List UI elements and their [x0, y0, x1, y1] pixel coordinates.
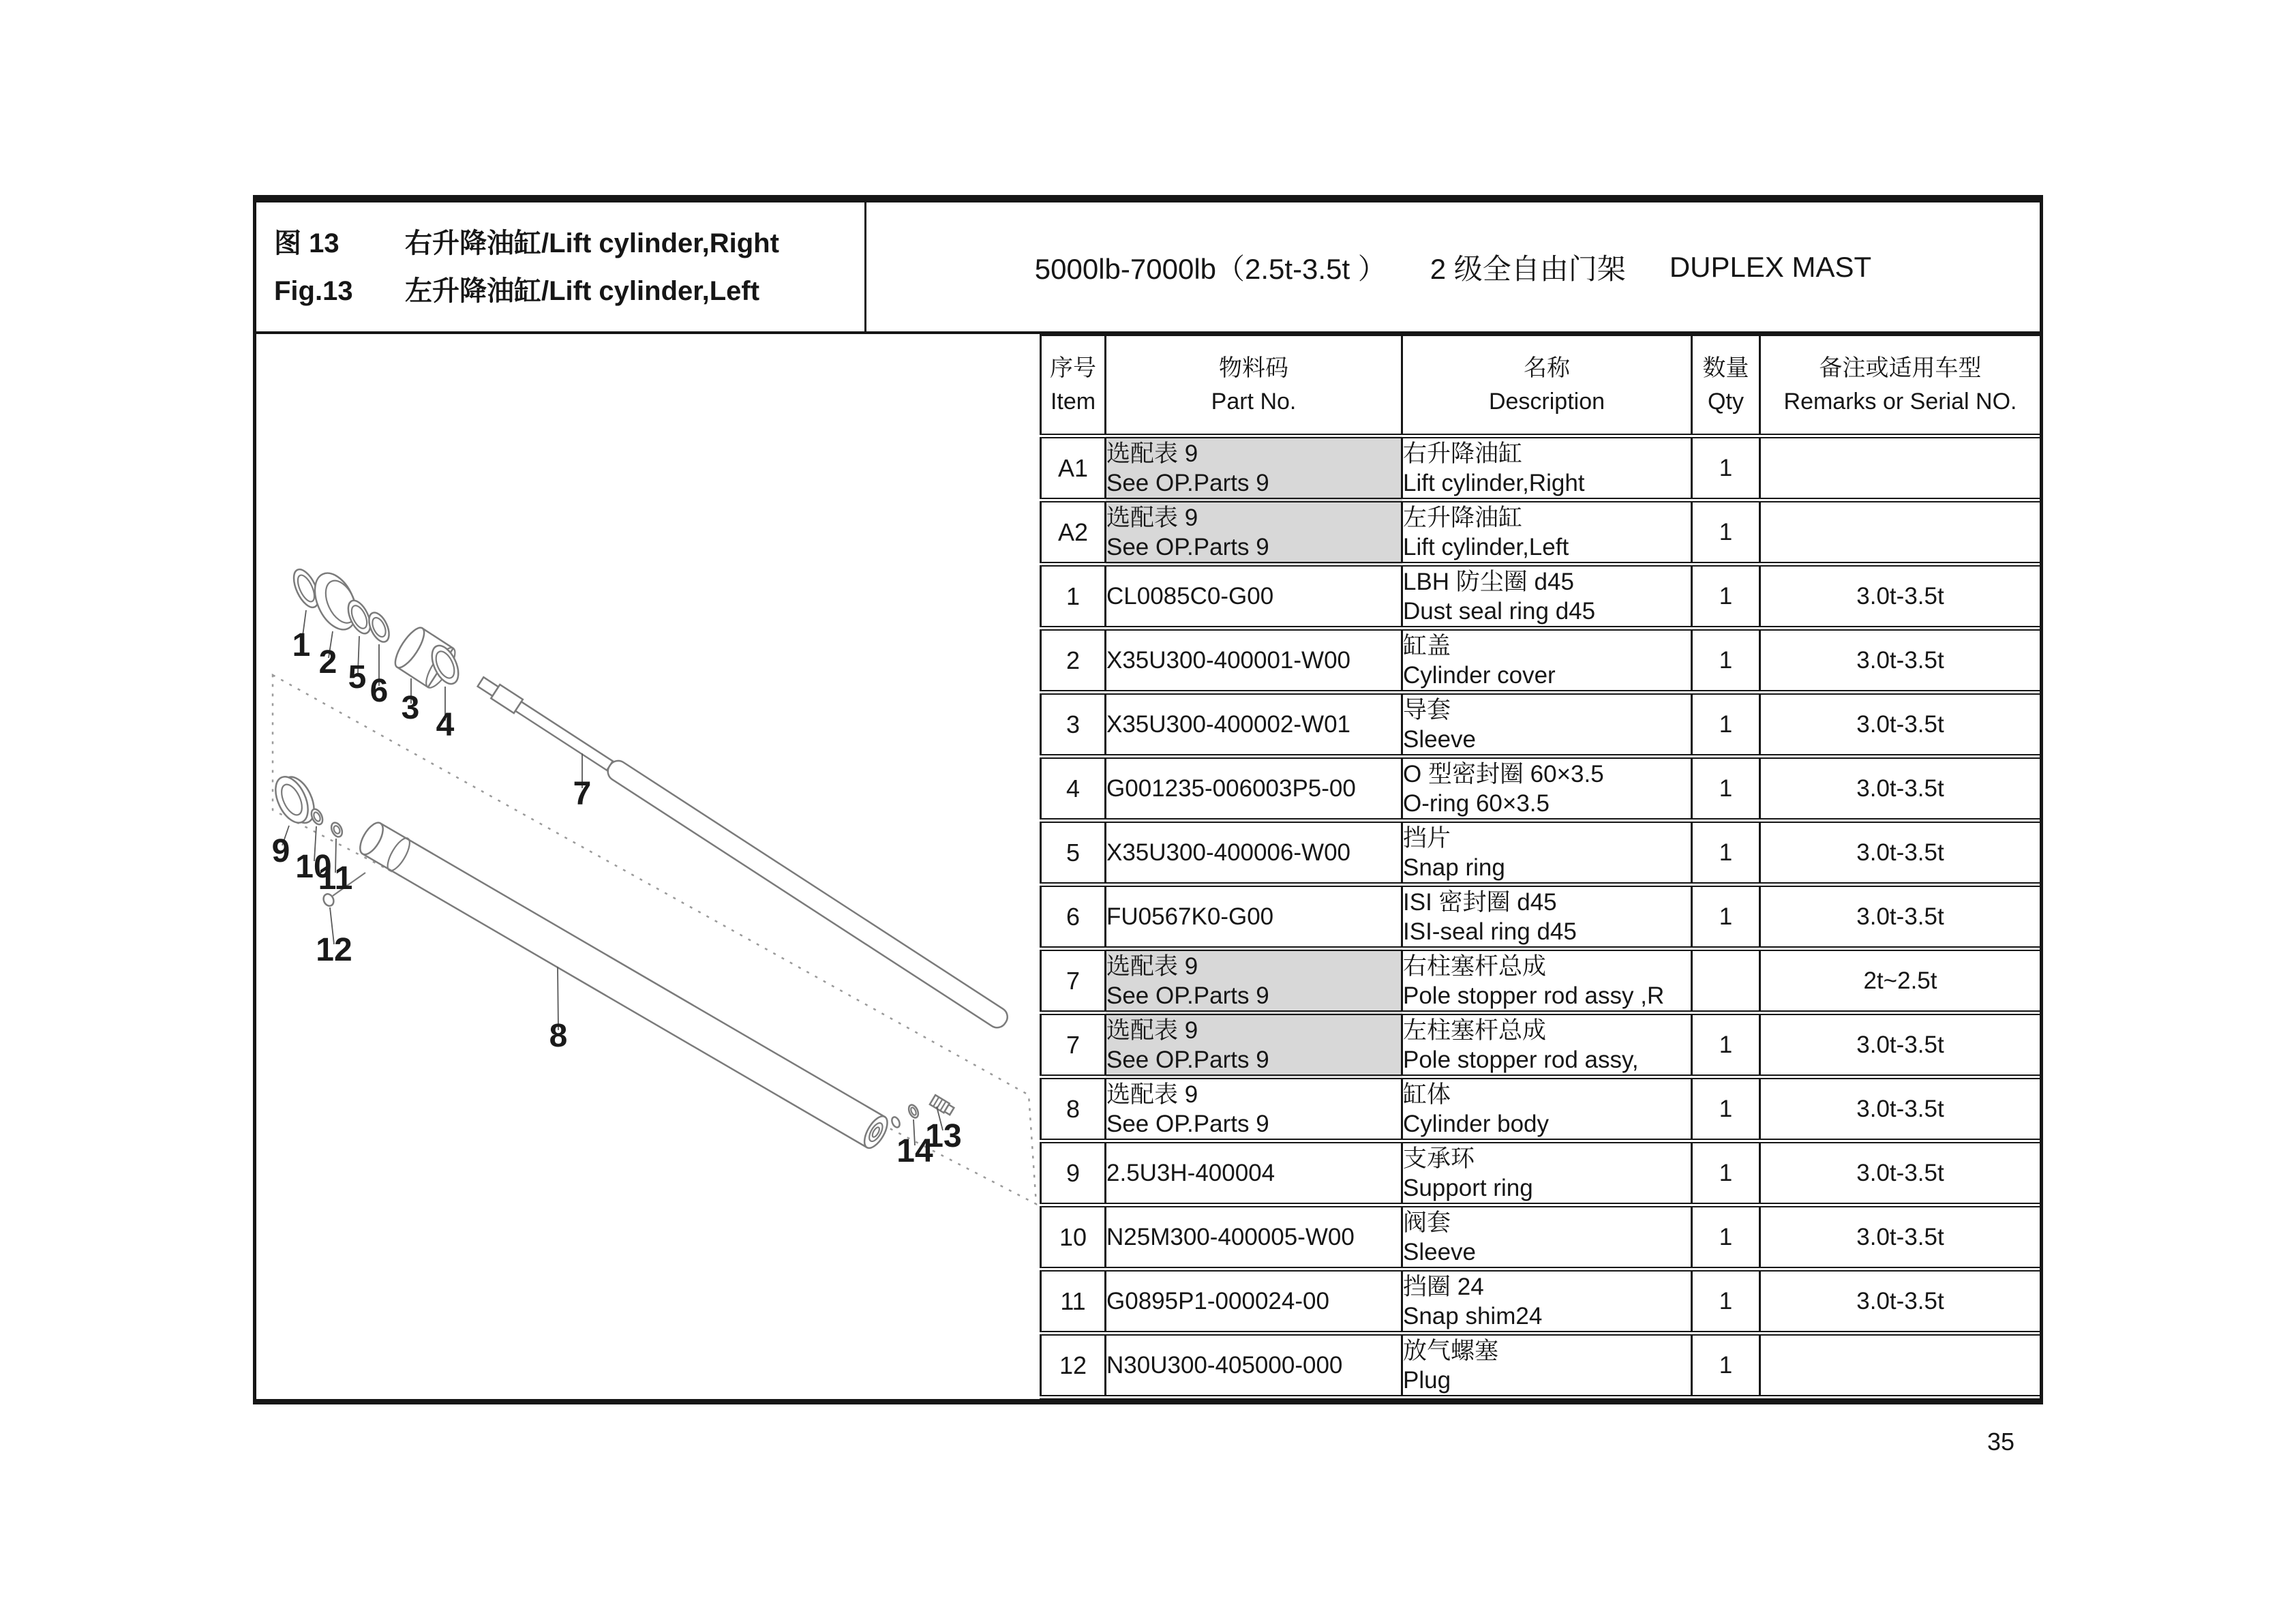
part-label-5: 5	[348, 659, 367, 695]
cell-qty: 1	[1692, 1077, 1760, 1141]
col-qty-cn: 数量	[1702, 355, 1749, 381]
cell-part-no: 选配表 9 See OP.Parts 9	[1106, 949, 1402, 1013]
col-description	[1402, 335, 1692, 436]
cell-description: 放气螺塞 Plug	[1402, 1334, 1692, 1398]
caption-line-1	[274, 222, 864, 265]
part-label-14: 14	[896, 1133, 933, 1169]
table-row	[1041, 1205, 2040, 1269]
table-row	[1041, 1334, 2040, 1398]
cell-description: 左升降油缸 Lift cylinder,Left	[1402, 500, 1692, 565]
part-14-ring-small	[890, 1103, 920, 1128]
cell-description: 挡片 Snap ring	[1402, 821, 1692, 885]
cell-item: 8	[1041, 1077, 1106, 1141]
cell-item: A2	[1041, 500, 1106, 565]
parts-table-body	[1041, 436, 2040, 1398]
exploded-diagram	[256, 334, 1040, 1399]
part-7-piston-rod	[475, 673, 1011, 1031]
cell-qty: 1	[1692, 1269, 1760, 1334]
col-item	[1041, 335, 1106, 436]
cell-qty: 1	[1692, 565, 1760, 629]
cell-qty: 1	[1692, 1205, 1760, 1269]
cell-item: 2	[1041, 629, 1106, 693]
table-row	[1041, 1269, 2040, 1334]
subtitle-mast-cn: 2 级全自由门架	[1430, 252, 1626, 285]
cell-item: 5	[1041, 821, 1106, 885]
cell-remark: 3.0t-3.5t	[1760, 885, 2040, 949]
cell-part-no: FU0567K0-G00	[1106, 885, 1402, 949]
cell-description: 缸体 Cylinder body	[1402, 1077, 1692, 1141]
subtitle-capacity: 5000lb-7000lb（2.5t-3.5t ）	[1034, 252, 1387, 285]
cell-qty: 1	[1692, 885, 1760, 949]
part-label-13: 13	[925, 1118, 962, 1154]
cell-part-no: X35U300-400001-W00	[1106, 629, 1402, 693]
cell-part-no: N25M300-400005-W00	[1106, 1205, 1402, 1269]
part-label-9: 9	[271, 833, 290, 869]
cell-part-no: G0895P1-000024-00	[1106, 1269, 1402, 1334]
part-13-plug-small	[930, 1095, 955, 1116]
cell-remark	[1760, 436, 2040, 500]
cell-description: 左柱塞杆总成 Pole stopper rod assy,	[1402, 1013, 1692, 1077]
part-10-sleeve	[309, 807, 325, 826]
cell-item: A1	[1041, 436, 1106, 500]
cell-qty: 1	[1692, 436, 1760, 500]
part-label-12: 12	[316, 932, 352, 968]
cell-qty: 1	[1692, 1013, 1760, 1077]
table-row	[1041, 1077, 2040, 1141]
table-row	[1041, 629, 2040, 693]
cell-item: 10	[1041, 1205, 1106, 1269]
col-qty-en: Qty	[1708, 388, 1744, 415]
part-label-4: 4	[436, 707, 455, 743]
caption-line-2	[274, 270, 864, 312]
table-row	[1041, 1141, 2040, 1205]
cell-item: 4	[1041, 757, 1106, 821]
table-row	[1041, 1013, 2040, 1077]
part-11-snap-shim	[329, 821, 344, 839]
cell-part-no: X35U300-400006-W00	[1106, 821, 1402, 885]
cell-part-no: 2.5U3H-400004	[1106, 1141, 1402, 1205]
cell-qty: 1	[1692, 1334, 1760, 1398]
table-row	[1041, 565, 2040, 629]
col-remarks-en: Remarks or Serial NO.	[1783, 388, 2017, 415]
cell-description: LBH 防尘圈 d45 Dust seal ring d45	[1402, 565, 1692, 629]
cell-qty: 1	[1692, 821, 1760, 885]
cell-part-no: CL0085C0-G00	[1106, 565, 1402, 629]
parts-table	[1040, 334, 2040, 1399]
part-label-2: 2	[318, 644, 337, 680]
part-label-3: 3	[401, 690, 420, 726]
col-part-no-cn: 物料码	[1219, 355, 1288, 381]
cell-remark: 3.0t-3.5t	[1760, 821, 2040, 885]
page-frame	[253, 195, 2043, 1404]
cell-remark: 3.0t-3.5t	[1760, 1205, 2040, 1269]
cell-description: ISI 密封圈 d45 ISI-seal ring d45	[1402, 885, 1692, 949]
cell-qty: 1	[1692, 629, 1760, 693]
part-label-1: 1	[292, 627, 311, 663]
cell-item: 1	[1041, 565, 1106, 629]
model-subtitle	[866, 202, 2040, 331]
table-row	[1041, 821, 2040, 885]
cell-remark: 3.0t-3.5t	[1760, 565, 2040, 629]
figure-title-right: 右升降油缸/Lift cylinder,Right	[405, 228, 779, 258]
cell-part-no: X35U300-400002-W01	[1106, 693, 1402, 757]
part-label-8: 8	[549, 1018, 568, 1054]
parts-table-header	[1041, 335, 2040, 436]
header	[256, 202, 2040, 334]
col-item-cn: 序号	[1050, 355, 1096, 381]
table-row	[1041, 885, 2040, 949]
part-label-11: 11	[318, 860, 353, 897]
cell-remark: 3.0t-3.5t	[1760, 1077, 2040, 1141]
cell-remark: 3.0t-3.5t	[1760, 693, 2040, 757]
cell-qty: 1	[1692, 500, 1760, 565]
cell-part-no: 选配表 9 See OP.Parts 9	[1106, 436, 1402, 500]
figure-caption	[256, 202, 866, 331]
cell-qty	[1692, 949, 1760, 1013]
page-number: 35	[1987, 1428, 2015, 1456]
cell-remark: 2t~2.5t	[1760, 949, 2040, 1013]
mast-outline-dashed	[273, 675, 1036, 1204]
part-label-6: 6	[369, 673, 389, 709]
cell-item: 3	[1041, 693, 1106, 757]
cell-remark: 3.0t-3.5t	[1760, 1013, 2040, 1077]
cell-item: 11	[1041, 1269, 1106, 1334]
cell-description: 右柱塞杆总成 Pole stopper rod assy ,R	[1402, 949, 1692, 1013]
col-remarks	[1760, 335, 2040, 436]
cell-description: 阀套 Sleeve	[1402, 1205, 1692, 1269]
part-8-cylinder-body	[355, 819, 892, 1152]
cell-description: 导套 Sleeve	[1402, 693, 1692, 757]
cell-part-no: 选配表 9 See OP.Parts 9	[1106, 1077, 1402, 1141]
content-area	[256, 334, 2040, 1399]
table-row	[1041, 949, 2040, 1013]
cell-part-no: N30U300-405000-000	[1106, 1334, 1402, 1398]
cell-description: 支承环 Support ring	[1402, 1141, 1692, 1205]
part-label-10: 10	[295, 849, 332, 885]
cell-remark: 3.0t-3.5t	[1760, 1269, 2040, 1334]
table-row	[1041, 436, 2040, 500]
cell-remark: 3.0t-3.5t	[1760, 1141, 2040, 1205]
col-part-no	[1106, 335, 1402, 436]
figure-title-left: 左升降油缸/Lift cylinder,Left	[405, 275, 760, 306]
cell-remark: 3.0t-3.5t	[1760, 629, 2040, 693]
cell-item: 7	[1041, 1013, 1106, 1077]
col-description-cn: 名称	[1524, 355, 1570, 381]
cell-description: O 型密封圈 60×3.5 O-ring 60×3.5	[1402, 757, 1692, 821]
col-remarks-cn: 备注或适用车型	[1819, 355, 1982, 381]
table-row	[1041, 757, 2040, 821]
cell-part-no: 选配表 9 See OP.Parts 9	[1106, 1013, 1402, 1077]
cell-description: 缸盖 Cylinder cover	[1402, 629, 1692, 693]
header-row	[1041, 335, 2040, 436]
figure-number-en: Fig.13	[274, 275, 353, 306]
cell-item: 12	[1041, 1334, 1106, 1398]
cell-remark: 3.0t-3.5t	[1760, 757, 2040, 821]
part-9-support-ring	[269, 770, 321, 830]
figure-number-cn: 图 13	[274, 228, 339, 258]
cell-item: 6	[1041, 885, 1106, 949]
cell-item: 9	[1041, 1141, 1106, 1205]
cell-part-no: 选配表 9 See OP.Parts 9	[1106, 500, 1402, 565]
table-row	[1041, 693, 2040, 757]
cell-qty: 1	[1692, 757, 1760, 821]
cell-part-no: G001235-006003P5-00	[1106, 757, 1402, 821]
col-description-en: Description	[1488, 388, 1605, 415]
table-row	[1041, 500, 2040, 565]
cell-qty: 1	[1692, 1141, 1760, 1205]
cell-description: 右升降油缸 Lift cylinder,Right	[1402, 436, 1692, 500]
cell-remark	[1760, 1334, 2040, 1398]
cell-description: 挡圈 24 Snap shim24	[1402, 1269, 1692, 1334]
cell-qty: 1	[1692, 693, 1760, 757]
subtitle-mast-en: DUPLEX MAST	[1669, 250, 1872, 283]
col-qty	[1692, 335, 1760, 436]
cell-item: 7	[1041, 949, 1106, 1013]
cell-remark	[1760, 500, 2040, 565]
part-label-7: 7	[573, 776, 592, 812]
col-item-en: Item	[1050, 388, 1096, 415]
col-part-no-en: Part No.	[1211, 388, 1297, 415]
